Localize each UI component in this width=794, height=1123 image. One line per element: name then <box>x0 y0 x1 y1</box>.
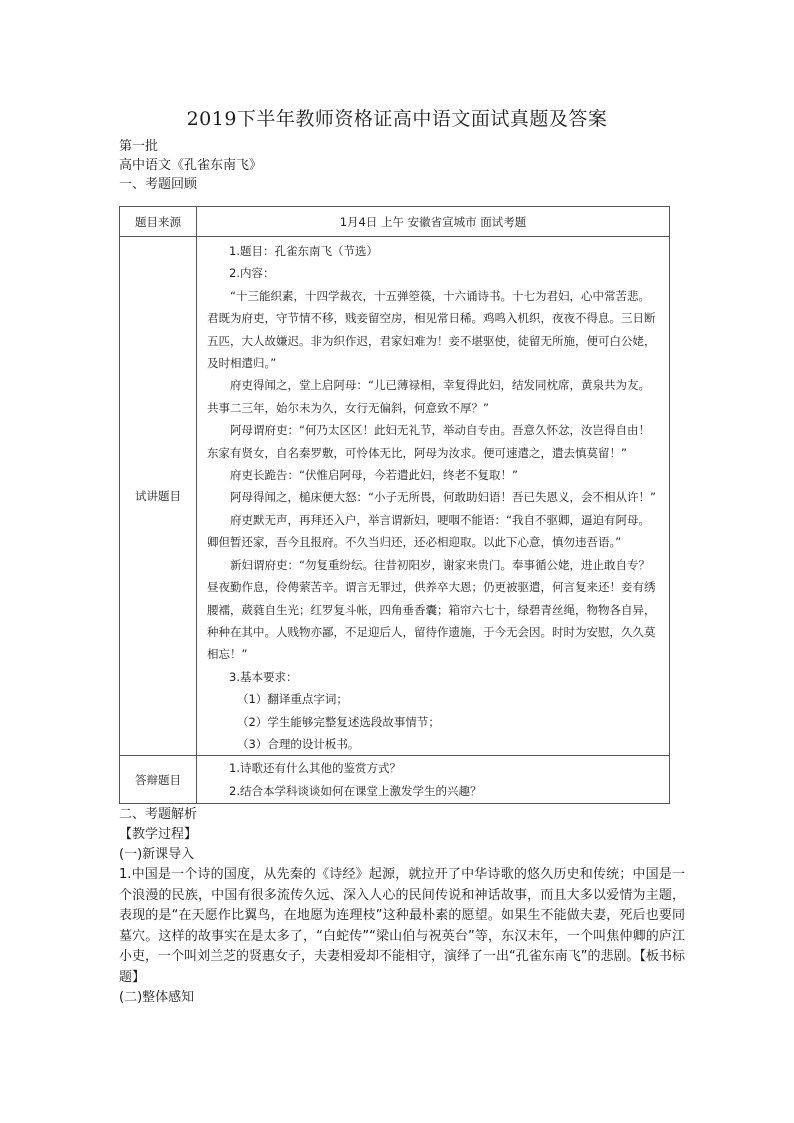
poem-paragraph: “十三能织素，十四学裁衣，十五弹箜篌，十六诵诗书。十七为君妇，心中常苦悲。君既为府吏，守节情不移，贱妾留空房，相见常日稀。鸡鸣入机织，夜夜不得息。三日断五匹，大人故嫌迟。非为织作迟，君家妇难为！妾不堪驱使，徒留无所施，便可白公姥，及时相遣归。” <box>207 288 656 371</box>
document-meta <box>119 137 262 194</box>
intro-heading: (一)新课导入 <box>119 847 195 862</box>
requirement-item: （1）翻译重点字词； <box>237 692 348 707</box>
section-analysis-heading: 二、考题解析 <box>119 807 198 822</box>
page-title: 2019下半年教师资格证高中语文面试真题及答案 <box>186 108 608 130</box>
poem-paragraph: 阿母得闻之，槌床便大怒：“小子无所畏，何敢助妇语！吾已失恩义，会不相从许！” <box>230 490 656 505</box>
source-label: 题目来源 <box>120 207 197 237</box>
analysis-section <box>119 805 685 1008</box>
poem-paragraph: 新妇谓府吏：“勿复重纷纭。往昔初阳岁，谢家来贵门。奉事循公姥，进止敢自专？昼夜勤作息，伶俜萦苦辛。谓言无罪过，供养卒大恩；仍更被驱遣，何言复来还！妾有绣腰襦，葳蕤自生光；红罗复斗帐，四角垂香囊；箱帘六七十，绿碧青丝绳，物物各自异，种种在其中。人贱物亦鄙，不足迎后人，留待作遗施，于今无会因。时时为安慰，久久莫相忘！” <box>207 557 656 662</box>
poem-paragraph: 府吏默无声，再拜还入户，举言谓新妇，哽咽不能语：“我自不驱卿，逼迫有阿母。卿但暂还家，吾今且报府。不久当归还，还必相迎取。以此下心意，慎勿违吾语。” <box>207 512 650 550</box>
trial-content-label: 2.内容： <box>229 266 275 281</box>
poem-paragraph: 府吏长跪告：“伏惟启阿母，今若遣此妇，终老不复取！” <box>230 468 518 483</box>
section-review-heading: 一、考题回顾 <box>119 177 198 192</box>
defense-question: 1.诗歌还有什么其他的鉴赏方式？ <box>229 761 401 776</box>
table-row-trial <box>120 237 670 756</box>
requirement-item: （2）学生能够完整复述选段故事情节； <box>237 714 440 729</box>
requirements-label: 3.基本要求： <box>229 669 298 684</box>
source-value: 1月4日 上午 安徽省宣城市 面试考题 <box>197 207 670 237</box>
defense-content <box>197 756 670 804</box>
overview-heading: (二)整体感知 <box>119 990 195 1005</box>
poem-paragraph: 阿母谓府吏：“何乃太区区！此妇无礼节，举动自专由。吾意久怀忿，汝岂得自由！东家有贤女，自名秦罗敷，可怜体无比，阿母为汝求。便可速遣之，遣去慎莫留！” <box>207 423 650 460</box>
requirement-item: （3）合理的设计板书。 <box>237 736 360 751</box>
poem-paragraph: 府吏得闻之，堂上启阿母：“儿已薄禄相，幸复得此妇，结发同枕席，黄泉共为友。共事二三年，始尔未为久，女行无偏斜，何意致不厚？” <box>207 378 650 415</box>
defense-label: 答辩题目 <box>120 756 197 804</box>
intro-paragraph: 1.中国是一个诗的国度，从先秦的《诗经》起源，就拉开了中华诗歌的悠久历史和传统；中国是一个浪漫的民族，中国有很多流传久远、深入人心的民间传说和神话故事，而且大多以爱情为主题，表现的是“在天愿作比翼鸟，在地愿为连理枝”这种最朴素的愿望。如果生不能做夫妻，死后也要同墓穴。这样的故事实在是太多了，“白蛇传”“梁山伯与祝英台”等，东汉末年，一个叫焦仲卿的庐江小吏，一个叫刘兰芝的贤惠女子，夫妻相爱却不能相守，演绎了一出“孔雀东南飞”的悲剧。【板书标题】 <box>119 867 685 985</box>
defense-question: 2.结合本学科谈谈如何在课堂上激发学生的兴趣？ <box>229 783 482 798</box>
trial-topic: 1.题目：孔雀东南飞（节选） <box>229 244 378 258</box>
table-row-source <box>120 207 670 237</box>
trial-label: 试讲题目 <box>120 237 197 756</box>
batch-label: 第一批 <box>119 139 159 154</box>
trial-content <box>197 237 670 756</box>
exam-table <box>119 206 670 804</box>
teaching-process-heading: 【教学过程】 <box>119 827 198 842</box>
subject-label: 高中语文《孔雀东南飞》 <box>119 158 263 173</box>
table-row-defense <box>120 756 670 804</box>
